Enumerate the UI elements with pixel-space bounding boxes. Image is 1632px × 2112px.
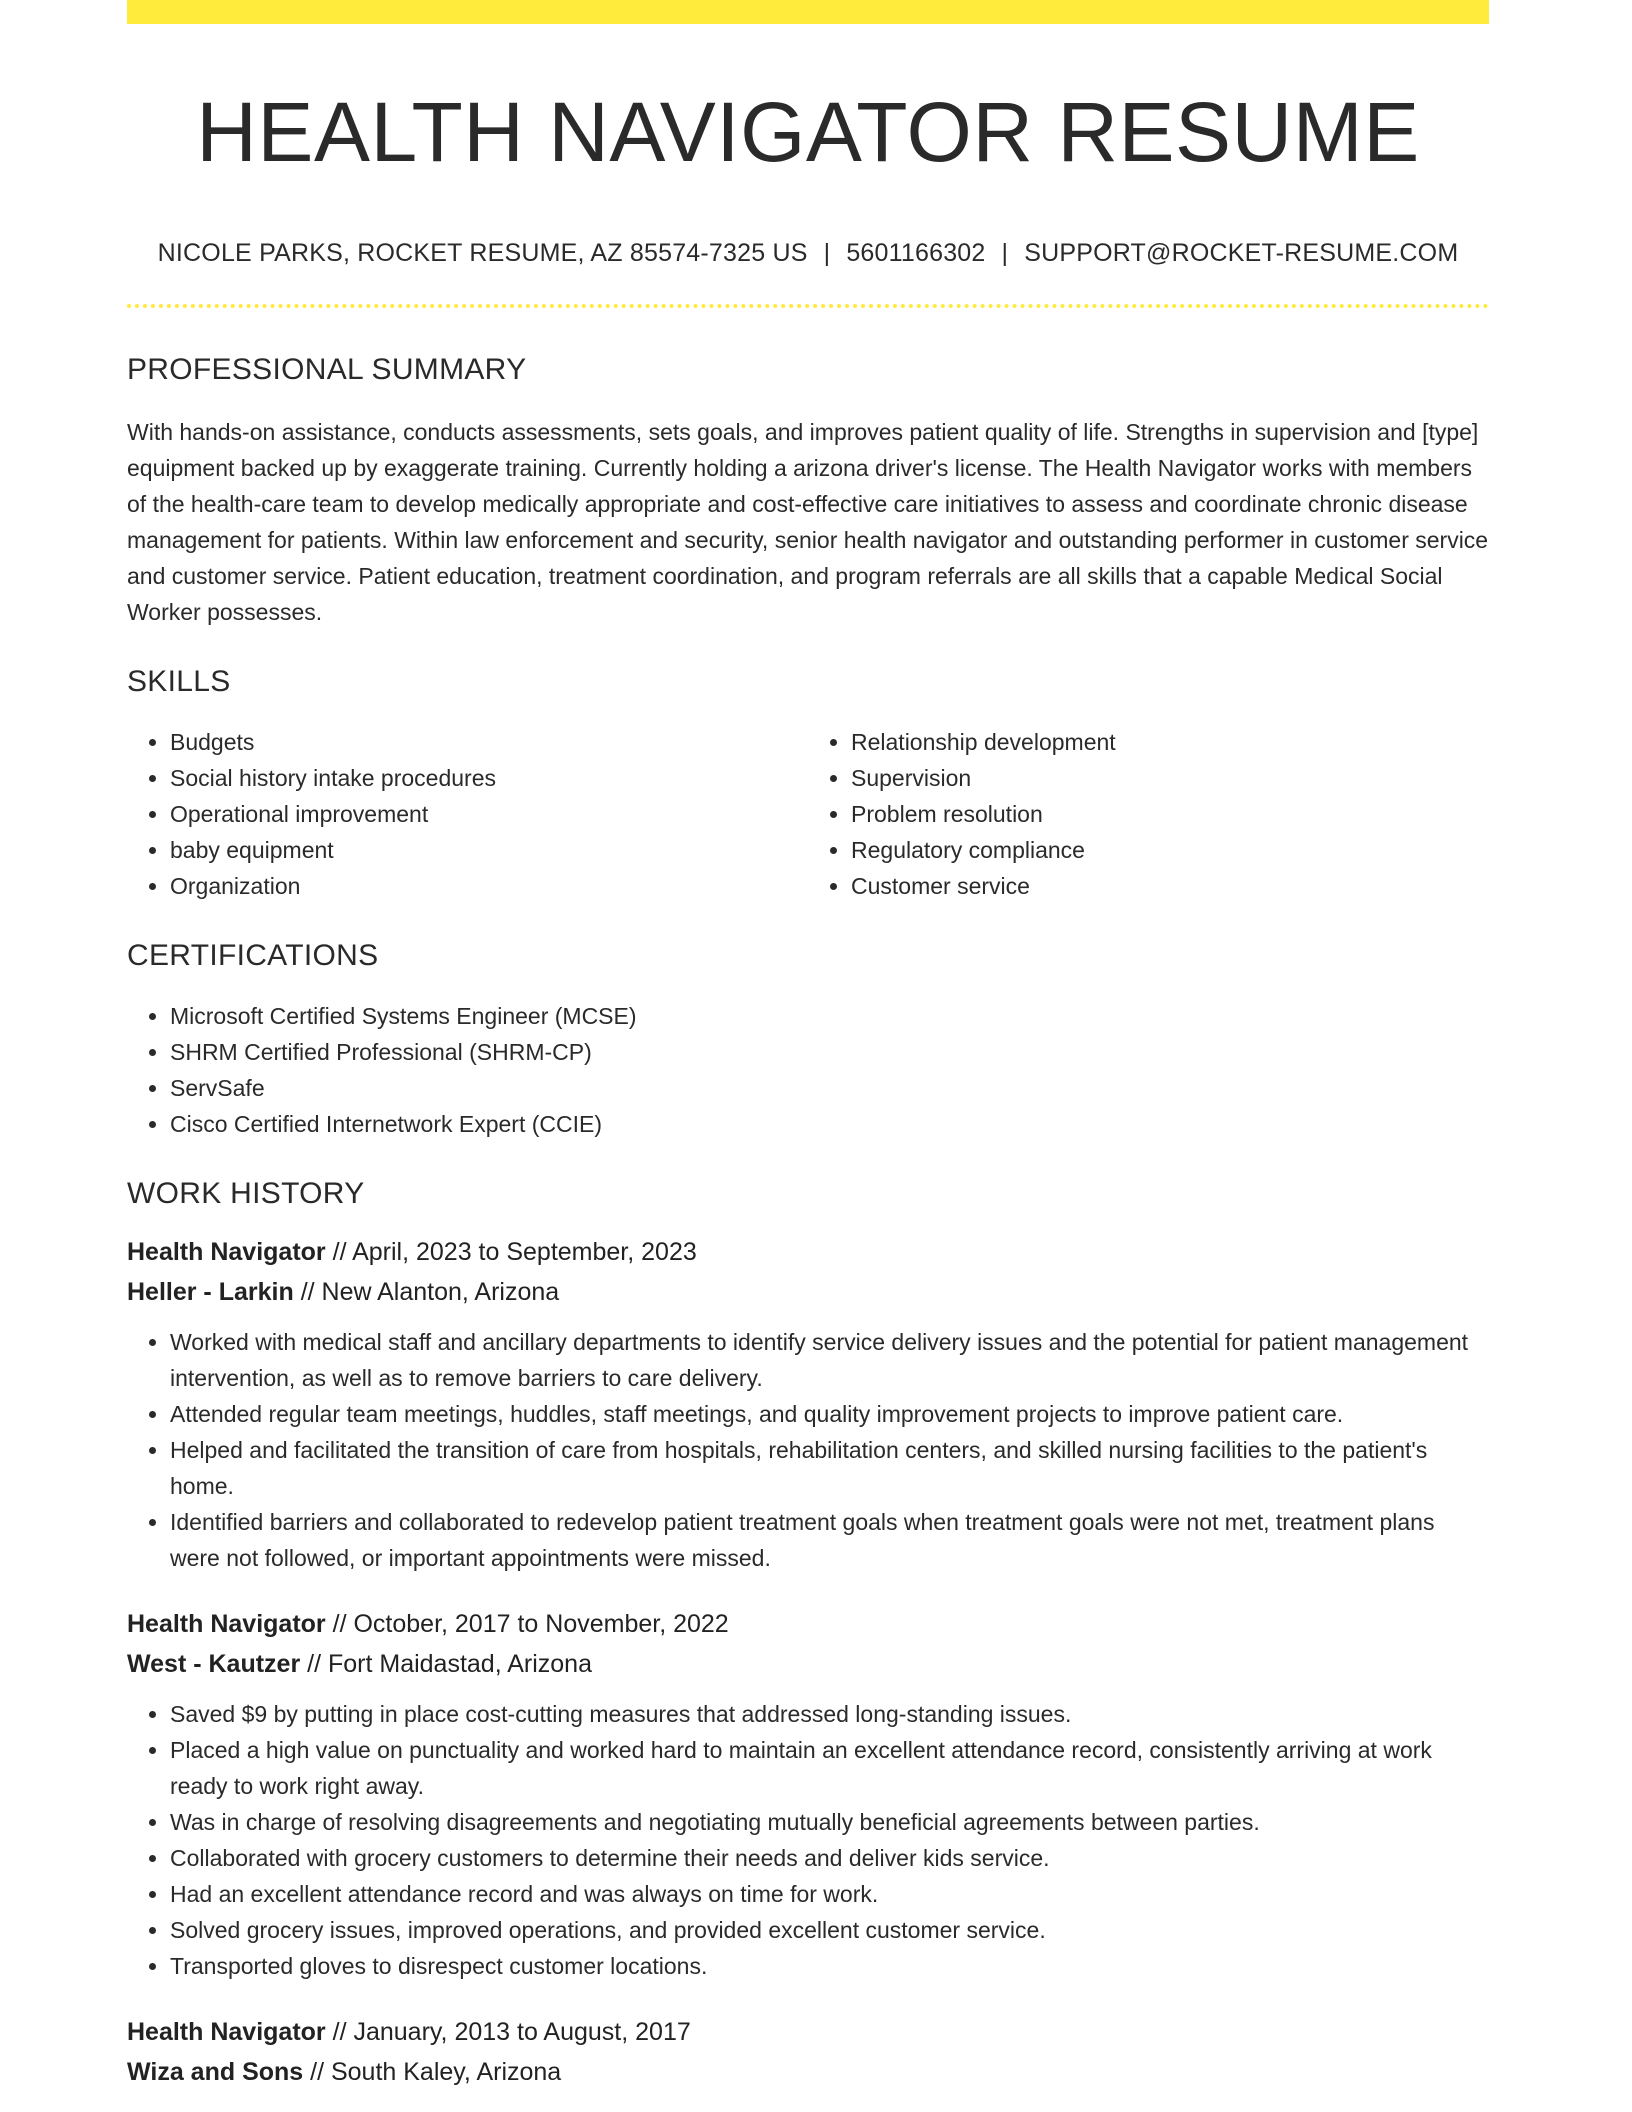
job-bullet: • Attended regular team meetings, huddles, staff meetings, and quality improvement projects to improve patient care. — [170, 1396, 1489, 1432]
certification-item: • Microsoft Certified Systems Engineer (MCSE) — [170, 998, 1489, 1034]
contact-phone: 5601166302 — [846, 239, 986, 268]
job-company: Heller - Larkin — [127, 1278, 294, 1307]
page-title: HEALTH NAVIGATOR RESUME — [196, 85, 1420, 179]
job-bullet: • Placed a high value on punctuality and worked hard to maintain an excellent attendance record, consistently arriving at work ready to work right away. — [170, 1732, 1489, 1804]
work-history-heading: WORK HISTORY — [127, 1177, 365, 1211]
job-bullet: • Solved grocery issues, improved operations, and provided excellent customer service. — [170, 1912, 1489, 1948]
certification-item: • ServSafe — [170, 1070, 1489, 1106]
certification-item: • Cisco Certified Internetwork Expert (CCIE) — [170, 1106, 1489, 1142]
job-entry — [127, 1604, 1489, 1984]
job-title-line — [127, 1232, 1489, 1272]
skill-item: • baby equipment — [170, 832, 808, 868]
job-dates: // January, 2013 to August, 2017 — [332, 2018, 691, 2047]
summary-heading: PROFESSIONAL SUMMARY — [127, 353, 527, 387]
summary-text: With hands-on assistance, conducts assessments, sets goals, and improves patient quality of life. Strengths in supervision and [type] equipment backed up by exaggerate training. Currently holding a arizona driver's license. The Health Navigator works with members of the health-care team to develop medically appropriate and cost-effective care initiatives to assess and coordinate chronic disease management for patients. Within law enforcement and security, senior health navigator and outstanding performer in customer service and customer service. Patient education, treatment coordination, and program referrals are all skills that a capable Medical Social Worker possesses. — [127, 419, 1489, 626]
job-bullets — [127, 1324, 1489, 1576]
job-title: Health Navigator — [127, 2018, 326, 2047]
skill-item: • Organization — [170, 868, 808, 904]
job-company-line — [127, 2052, 1489, 2092]
job-bullet: • Transported gloves to disrespect customer locations. — [170, 1948, 1489, 1984]
job-bullet: • Saved $9 by putting in place cost-cutting measures that addressed long-standing issues. — [170, 1696, 1489, 1732]
job-company: West - Kautzer — [127, 1650, 301, 1679]
skills-list-left — [127, 724, 808, 904]
skill-item: • Customer service — [851, 868, 1489, 904]
job-bullets — [127, 1696, 1489, 1984]
job-dates: // October, 2017 to November, 2022 — [332, 1610, 729, 1639]
job-title-line — [127, 2012, 1489, 2052]
skill-item: • Regulatory compliance — [851, 832, 1489, 868]
job-entry — [127, 1232, 1489, 1576]
job-title: Health Navigator — [127, 1610, 326, 1639]
job-company: Wiza and Sons — [127, 2058, 304, 2087]
skills-heading: SKILLS — [127, 665, 231, 699]
job-location: // New Alanton, Arizona — [300, 1278, 560, 1307]
contact-line — [127, 238, 1489, 268]
job-entry — [127, 2012, 1489, 2092]
job-dates: // April, 2023 to September, 2023 — [332, 1238, 697, 1267]
skill-item: • Operational improvement — [170, 796, 808, 832]
job-company-line — [127, 1272, 1489, 1312]
certifications-list — [127, 998, 1489, 1142]
contact-email: SUPPORT@ROCKET-RESUME.COM — [1024, 239, 1459, 268]
job-bullet: • Worked with medical staff and ancillary departments to identify service delivery issues and the potential for patient management intervention, as well as to remove barriers to care delivery. — [170, 1324, 1489, 1396]
skill-item: • Social history intake procedures — [170, 760, 808, 796]
job-title-line — [127, 1604, 1489, 1644]
skills-columns — [127, 700, 1489, 904]
contact-address: NICOLE PARKS, ROCKET RESUME, AZ 85574-7325 US — [157, 239, 808, 268]
skill-item: • Budgets — [170, 724, 808, 760]
job-bullet: • Was in charge of resolving disagreements and negotiating mutually beneficial agreements between parties. — [170, 1804, 1489, 1840]
certifications-heading: CERTIFICATIONS — [127, 939, 379, 973]
dotted-divider — [127, 304, 1489, 308]
top-accent-bar — [127, 0, 1489, 24]
job-bullet: • Had an excellent attendance record and was always on time for work. — [170, 1876, 1489, 1912]
skill-item: • Problem resolution — [851, 796, 1489, 832]
job-location: // South Kaley, Arizona — [310, 2058, 562, 2087]
contact-separator: | — [823, 239, 831, 268]
job-bullet: • Identified barriers and collaborated to redevelop patient treatment goals when treatment goals were not met, treatment plans were not followed, or important appointments were missed. — [170, 1504, 1489, 1576]
job-bullet: • Collaborated with grocery customers to determine their needs and deliver kids service. — [170, 1840, 1489, 1876]
job-company-line — [127, 1644, 1489, 1684]
certification-item: • SHRM Certified Professional (SHRM-CP) — [170, 1034, 1489, 1070]
contact-separator: | — [1001, 239, 1009, 268]
skill-item: • Supervision — [851, 760, 1489, 796]
resume-page — [127, 0, 1489, 2092]
job-bullet: • Helped and facilitated the transition of care from hospitals, rehabilitation centers, and skilled nursing facilities to the patient's home. — [170, 1432, 1489, 1504]
skills-list-right — [808, 724, 1489, 904]
job-location: // Fort Maidastad, Arizona — [307, 1650, 592, 1679]
skill-item: • Relationship development — [851, 724, 1489, 760]
job-title: Health Navigator — [127, 1238, 326, 1267]
